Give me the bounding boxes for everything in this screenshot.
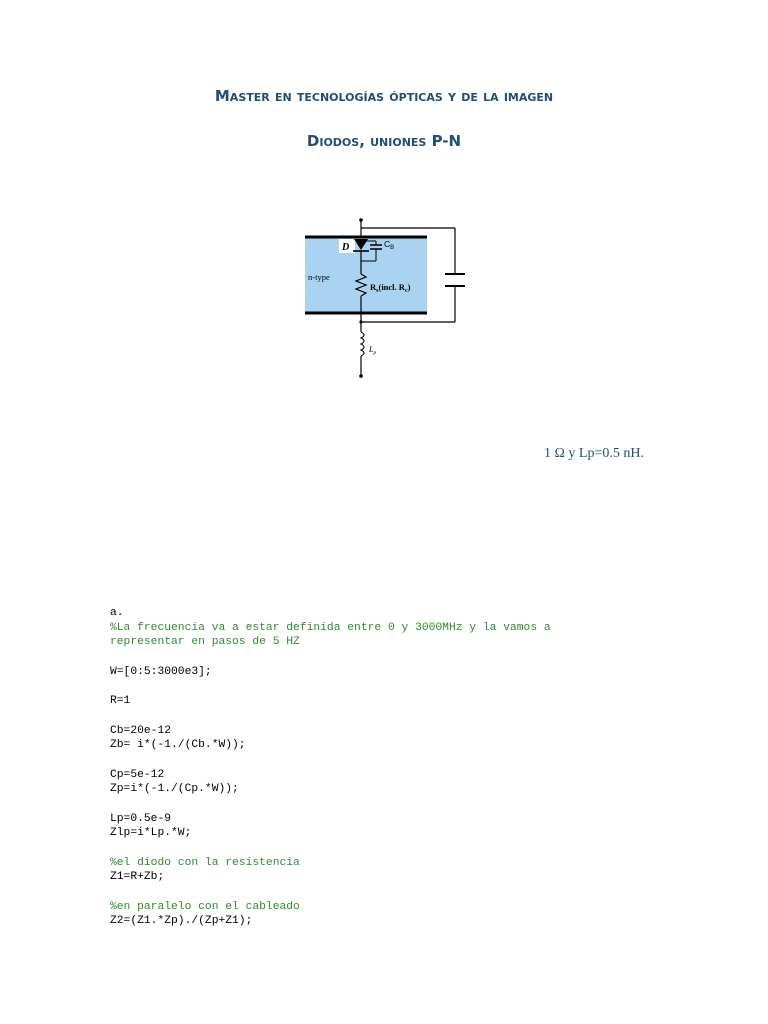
code-comment: %en paralelo con el cableado xyxy=(110,900,300,913)
code-comment: %el diodo con la resistencia xyxy=(110,856,300,869)
matlab-code-block xyxy=(110,606,730,929)
code-line: Lp=0.5e-9 xyxy=(110,812,172,825)
n-type-label: n-type xyxy=(308,272,330,282)
diode-circuit-diagram xyxy=(283,210,473,390)
code-line: Zb= i*(-1./(Cb.*W)); xyxy=(110,739,246,752)
document-subtitle: Diodos, uniones P-N xyxy=(306,132,462,150)
code-line: W=[0:5:3000e3]; xyxy=(110,665,212,678)
parameter-values-text: 1 Ω y Lp=0.5 nH. xyxy=(544,446,644,461)
code-comment: %La frecuencia va a estar definida entre 0 y 3000MHz y la vamos a xyxy=(110,621,551,634)
top-terminal xyxy=(359,218,363,222)
code-line: a. xyxy=(110,607,124,619)
diode-label: D xyxy=(342,242,350,253)
rs-label: $R_s(incl$. $R_c$) xyxy=(370,282,411,294)
code-line: Z2=(Z1.*Zp)./(Zp+Z1); xyxy=(110,915,253,928)
code-line: Cb=20e-12 xyxy=(110,724,172,737)
code-line: Z1=R+Zb; xyxy=(110,871,165,884)
cb-label: $C_B$ xyxy=(384,239,395,251)
parasitic-inductor xyxy=(361,332,364,356)
code-comment: representar en pasos de 5 HZ xyxy=(110,636,300,649)
code-line: Zlp=i*Lp.*W; xyxy=(110,827,192,840)
code-line: Cp=5e-12 xyxy=(110,768,165,781)
lp-label: $L_p$ xyxy=(369,345,377,356)
document-title: Master en tecnologías ópticas y de la imagen xyxy=(214,87,554,105)
code-line: Zp=i*(-1./(Cp.*W)); xyxy=(110,783,239,796)
bottom-terminal xyxy=(359,374,363,378)
code-line: R=1 xyxy=(110,695,131,708)
